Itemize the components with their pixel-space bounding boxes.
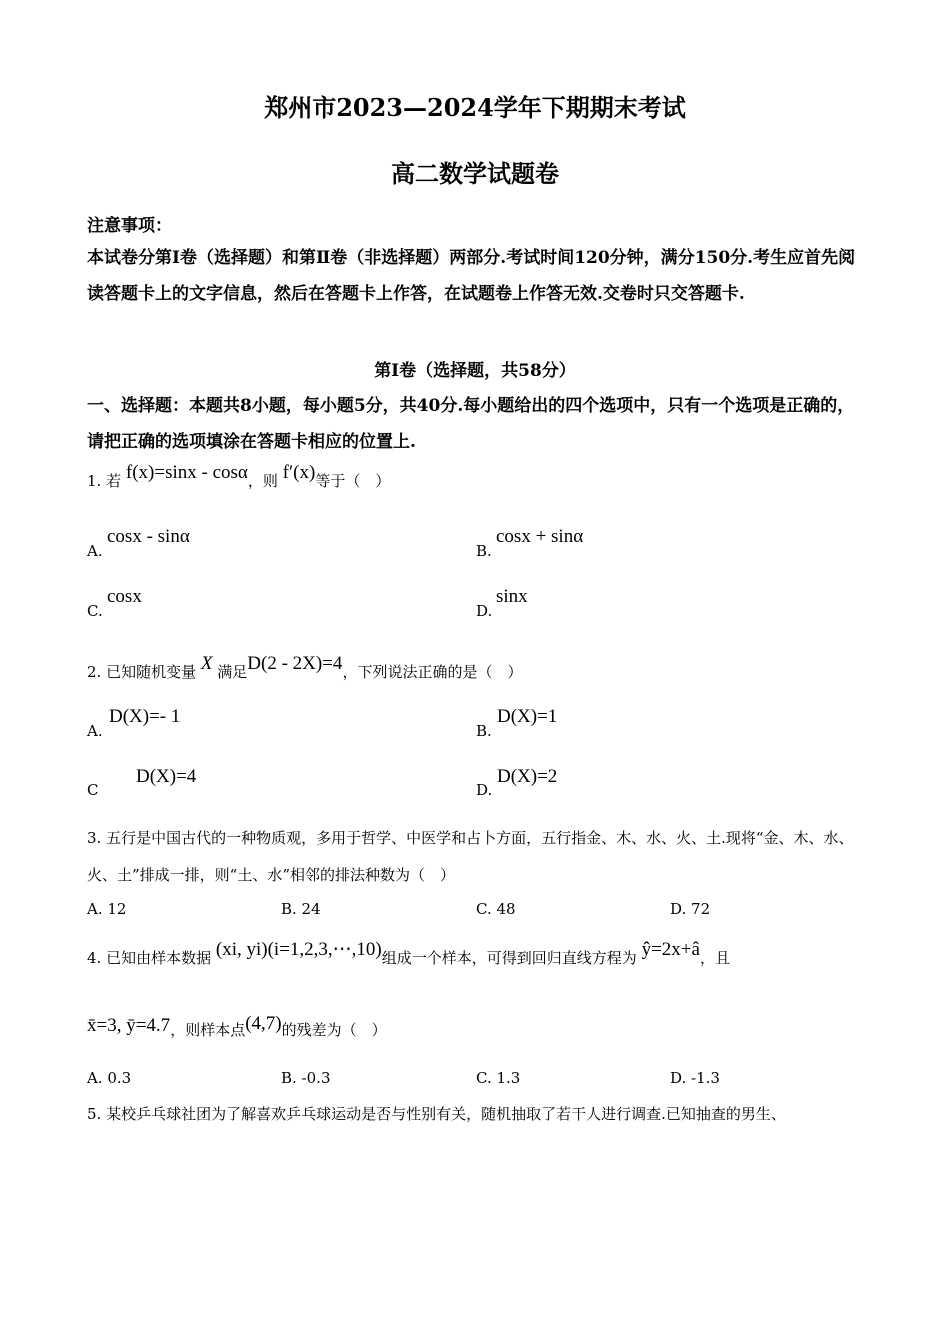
q3-text: 五行是中国古代的一种物质观，多用于哲学、中医学和占卜方面，五行指金、木、水、火、土.现将“金、木、水、火、土”排成一排，则“土、水”相邻的排法种数为（ ） bbox=[87, 829, 854, 884]
q2-var: X bbox=[200, 653, 213, 674]
q4-mid2: ，则样本点 bbox=[170, 1021, 246, 1039]
notes-label: 注意事项： bbox=[87, 216, 172, 236]
q1-option-a-label: A. bbox=[87, 542, 103, 560]
exam-title: 郑州市2023—2024学年下期期末考试 bbox=[264, 93, 686, 122]
q4-option-d: D. -1.3 bbox=[670, 1069, 720, 1087]
question-2 bbox=[87, 653, 523, 683]
q1-option-b: cosx + sinα bbox=[496, 526, 584, 547]
q2-option-c-label: C bbox=[87, 781, 99, 799]
q3-option-d: D. 72 bbox=[670, 900, 711, 918]
q2-prefix: 已知随机变量 bbox=[106, 663, 197, 681]
q3-option-c: C. 48 bbox=[476, 900, 516, 918]
notes-text: 本试卷分第I卷（选择题）和第Ⅱ卷（非选择题）两部分.考试时间120分钟，满分150分.考生应首先阅读答题卡上的文字信息，然后在答题卡上作答，在试题卷上作答无效.交卷时只交答题卡. bbox=[87, 248, 856, 304]
q3-number: 3. bbox=[87, 829, 102, 847]
q1-expr1: f(x)=sinx - cosα bbox=[125, 462, 248, 483]
q2-option-b: D(X)=1 bbox=[497, 706, 558, 727]
q2-expr: D(2 - 2X)=4 bbox=[247, 653, 343, 674]
q1-suffix: 等于（ ） bbox=[315, 472, 391, 490]
q2-mid: 满足 bbox=[217, 663, 248, 681]
q1-number: 1. bbox=[87, 472, 102, 490]
q2-option-d-label: D. bbox=[476, 781, 493, 799]
q5-number: 5. bbox=[87, 1105, 102, 1123]
exam-subtitle: 高二数学试题卷 bbox=[391, 159, 559, 188]
q1-option-b-label: B. bbox=[476, 542, 492, 560]
q4-prefix: 已知由样本数据 bbox=[106, 949, 212, 967]
q2-option-c: D(X)=4 bbox=[136, 766, 197, 787]
question-5 bbox=[87, 1103, 865, 1124]
question-1 bbox=[87, 462, 391, 492]
question-3 bbox=[87, 820, 865, 894]
q3-option-a: A. 12 bbox=[87, 900, 127, 918]
q2-option-a-label: A. bbox=[87, 722, 103, 740]
q4-suffix2: 的残差为（ ） bbox=[281, 1021, 387, 1039]
q4-expr1: (xi, yi)(i=1,2,3,⋯,10) bbox=[215, 939, 382, 960]
q1-option-c-label: C. bbox=[87, 602, 103, 620]
q1-option-d-label: D. bbox=[476, 602, 493, 620]
q3-option-b: B. 24 bbox=[281, 900, 321, 918]
q2-suffix: ，下列说法正确的是（ ） bbox=[342, 663, 523, 681]
q4-option-c: C. 1.3 bbox=[476, 1069, 521, 1087]
q1-option-a: cosx - sinα bbox=[107, 526, 190, 547]
q4-option-b: B. -0.3 bbox=[281, 1069, 331, 1087]
q1-mid: ，则 bbox=[247, 472, 278, 490]
q2-option-b-label: B. bbox=[476, 722, 492, 740]
q1-option-c: cosx bbox=[107, 586, 142, 607]
question-4-cont bbox=[87, 1013, 387, 1041]
section-intro: 一、选择题：本题共8小题，每小题5分，共40分.每小题给出的四个选项中，只有一个选项是正确的，请把正确的选项填涂在答题卡相应的位置上. bbox=[87, 396, 855, 452]
q2-option-d: D(X)=2 bbox=[497, 766, 558, 787]
q1-prefix: 若 bbox=[106, 472, 122, 490]
q4-expr4: (4,7) bbox=[245, 1013, 282, 1034]
q4-mid: 组成一个样本，可得到回归直线方程为 bbox=[381, 949, 637, 967]
q4-expr3: x̄=3, ȳ=4.7 bbox=[87, 1015, 171, 1036]
question-4 bbox=[87, 939, 730, 969]
q1-expr2: f′(x) bbox=[282, 462, 316, 483]
q4-option-a: A. 0.3 bbox=[87, 1069, 132, 1087]
q5-text: 某校乒乓球社团为了解喜欢乒乓球运动是否与性别有关，随机抽取了若干人进行调查.已知抽查的男生、 bbox=[106, 1105, 786, 1123]
section-title: 第I卷（选择题，共58分） bbox=[374, 361, 576, 381]
q4-suffix: ，且 bbox=[699, 949, 730, 967]
q2-number: 2. bbox=[87, 663, 102, 681]
q1-option-d: sinx bbox=[496, 586, 528, 607]
q4-number: 4. bbox=[87, 949, 102, 967]
q4-expr2: ŷ=2x+â bbox=[641, 939, 700, 960]
q2-option-a: D(X)=- 1 bbox=[109, 706, 181, 727]
